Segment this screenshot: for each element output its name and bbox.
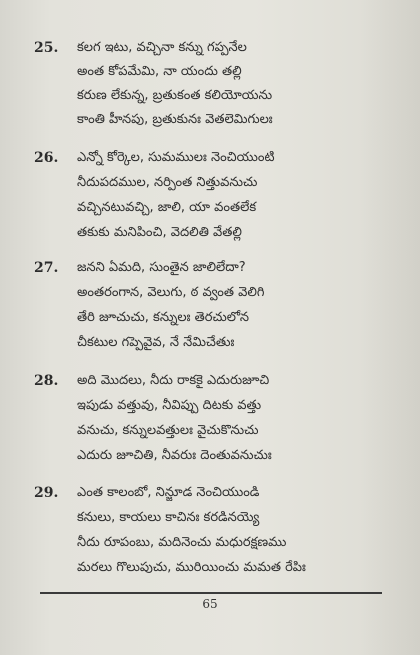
verse-number: 25. [34, 40, 59, 56]
verse-line: ఇపుడు వత్తువు, నీవిప్పు దిటకు వత్తు [77, 398, 262, 413]
verse-number: 29. [34, 485, 59, 501]
verse-line: అంత కోపమేమి, నా యందు తల్లి [77, 64, 242, 79]
verse-line: ఎదురు జూచితి, నీవరుః దెంతువనుచుః [77, 448, 272, 463]
page-edge-shadow [360, 0, 420, 655]
verse-number: 27. [34, 260, 59, 276]
verse-line: కనులు, కాయలు కాచినః కరడినయ్యె [77, 510, 260, 525]
verse-line: అది మొదలు, నీదు రాకకై ఎదురుజూచి [77, 373, 270, 388]
verse-line: కాంతి హీనపు, బ్రతుకునః వెతలెమిగులః [77, 112, 273, 127]
verse-number: 26. [34, 150, 59, 166]
page-number: 65 [202, 597, 218, 611]
verse-line: నీదు రూపంబు, మదినెంచు మధురక్షణము [77, 535, 287, 550]
verse-number: 28. [34, 373, 59, 389]
verse-line: కరుణ లేకున్న, బ్రతుకంత కలియోయను [77, 88, 273, 103]
verse-line: మరలు గొలుపుచు, మురియించు మమత రేపిః [77, 560, 306, 575]
verse-line: కలగ ఇటు, వచ్చినా కన్ను గప్పనేల [77, 40, 247, 55]
verse-line: జనని ఏమది, సుంతైన జాలిలేదా? [77, 260, 246, 275]
verse-line: వచ్చినటువచ్చి, జాలి, యా వంతలేక [77, 200, 257, 215]
verse-line: తేరి జూచుచు, కన్నులః తెరచులోన [77, 310, 249, 325]
verse-line: ఎంత కాలంబో, నిన్జూడ నెంచియుండి [77, 485, 260, 500]
verse-line: చీకటుల గప్పెవైవ, నే నేమిచేతుః [77, 335, 235, 350]
footer-rule [40, 592, 382, 594]
verse-line: వనుచు, కన్నులవత్తులః వైచుకొనుచు [77, 423, 259, 438]
verse-line: ఎన్నో కోర్కెల, సుమములః నెంచియుంటి [77, 150, 275, 165]
verse-line: తకుకు మనిపించి, వెదలితి వేతల్లి [77, 225, 242, 240]
verse-line: నీదుపదముల, నర్పింత నిత్తువనుచు [77, 175, 258, 190]
verse-line: అంతరంగాన, వెలుగు, ఠ వ్వంత వెలిగి [77, 285, 265, 300]
